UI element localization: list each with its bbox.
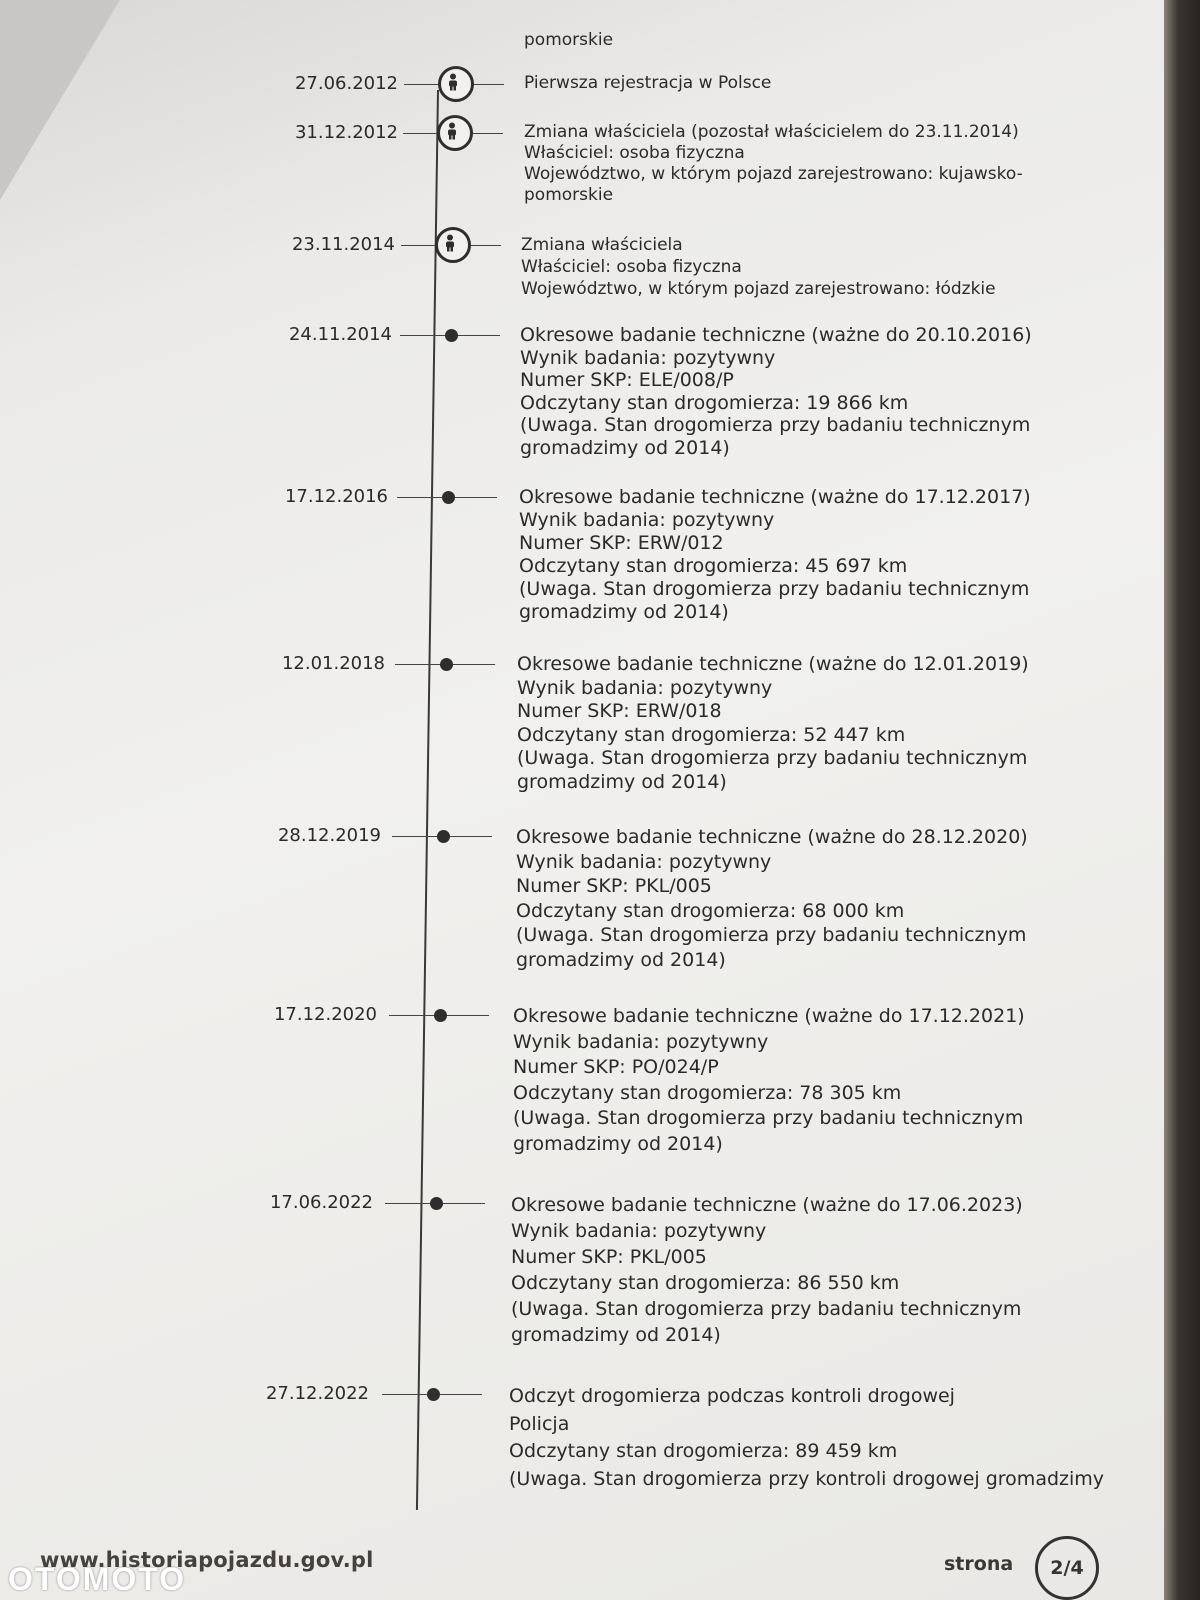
page-label: strona [944,1553,1014,1575]
event-description-line: Właściciel: osoba fizyczna [524,143,745,163]
event-description-line: (Uwaga. Stan drogomierza przy badaniu technicznym [513,1107,1024,1129]
event-description-line: Okresowe badanie techniczne (ważne do 17.06.2023) [511,1194,1023,1216]
event-dot-marker [445,329,458,342]
event-description-line: gromadzimy od 2014) [511,1324,721,1346]
footer-url: www.historiapojazdu.gov.pl [40,1548,374,1572]
event-description-line: Wynik badania: pozytywny [517,676,773,699]
event-description-line: (Uwaga. Stan drogomierza przy badaniu technicznym [517,747,1028,769]
event-date: 17.12.2016 [284,486,388,507]
event-description-line: Odczytany stan drogomierza: 78 305 km [513,1081,902,1104]
table-edge-background [1164,0,1200,1600]
event-description-line: Odczytany stan drogomierza: 45 697 km [519,555,908,577]
event-description-line: (Uwaga. Stan drogomierza przy badaniu technicznym [516,924,1027,946]
event-description-line: Wynik badania: pozytywny [520,346,776,369]
event-description-line: Numer SKP: ERW/012 [519,532,724,554]
event-description-line: Województwo, w którym pojazd zarejestrowano: kujawsko- [524,164,1023,184]
event-dot-marker [430,1197,443,1210]
event-date: 23.11.2014 [291,234,395,255]
event-description [509,1383,1104,1493]
folded-page-corner [0,0,120,200]
event-description-line: Zmiana właściciela (pozostał właścicielem do 23.11.2014) [524,122,1019,142]
event-description-line: Okresowe badanie techniczne (ważne do 28.12.2020) [516,826,1028,848]
event-date: 27.12.2022 [265,1383,369,1404]
event-date: 17.06.2022 [269,1192,373,1213]
event-description-line: Pierwsza rejestracja w Polsce [524,73,772,93]
event-description-line: gromadzimy od 2014) [520,436,730,459]
event-description-line: (Uwaga. Stan drogomierza przy badaniu technicznym [511,1298,1022,1320]
event-date: 12.01.2018 [281,653,385,674]
event-description-line: Numer SKP: PKL/005 [516,875,712,897]
event-dot-marker [427,1388,440,1401]
event-description-line: (Uwaga. Stan drogomierza przy badaniu technicznym [520,414,1031,436]
event-description [513,1004,1025,1157]
event-description-line: (Uwaga. Stan drogomierza przy kontroli drogowej gromadzimy [509,1467,1105,1490]
event-description-line: Okresowe badanie techniczne (ważne do 17.12.2021) [513,1005,1025,1027]
event-dot-marker [434,1009,447,1022]
event-description-line: Zmiana właściciela [521,235,683,255]
event-description-line: Odczytany stan drogomierza: 89 459 km [509,1440,898,1462]
person-icon [437,115,473,151]
event-description-line: Policja [509,1412,570,1435]
event-description-line: Odczytany stan drogomierza: 86 550 km [511,1272,900,1294]
event-dot-marker [440,658,453,671]
event-description [520,324,1032,459]
event-description-line: Województwo, w którym pojazd zarejestrowano: łódzkie [521,279,996,299]
event-description-line: Okresowe badanie techniczne (ważne do 12.01.2019) [517,653,1029,675]
event-description [519,486,1031,624]
event-description-line: Wynik badania: pozytywny [511,1220,767,1242]
timeline-axis [416,90,439,1510]
event-description-line: Numer SKP: ERW/018 [517,700,722,722]
event-date: 28.12.2019 [277,825,381,846]
event-description-line: gromadzimy od 2014) [517,770,727,793]
event-description-line: Numer SKP: ELE/008/P [520,369,734,391]
event-description-line: Wynik badania: pozytywny [513,1030,769,1053]
event-description-line: Odczyt drogomierza podczas kontroli drogowej [509,1385,955,1407]
event-description-line: Okresowe badanie techniczne (ważne do 20.10.2016) [520,324,1032,346]
event-description-line: Wynik badania: pozytywny [519,509,775,531]
event-description-line: Numer SKP: PKL/005 [511,1246,707,1268]
person-icon [435,227,471,263]
event-description [524,73,771,94]
event-description-line: (Uwaga. Stan drogomierza przy badaniu technicznym [519,578,1030,600]
event-description-line: Właściciel: osoba fizyczna [521,257,742,277]
event-description-line: gromadzimy od 2014) [516,948,726,971]
event-description-line: gromadzimy od 2014) [519,601,729,623]
event-description-line: Numer SKP: PO/024/P [513,1056,719,1078]
continued-region-text: pomorskie [524,30,614,50]
event-description-line: gromadzimy od 2014) [513,1132,723,1155]
watermark-logo: OTOMOTO [8,1561,187,1597]
event-date: 24.11.2014 [288,324,392,345]
event-description-line: Odczytany stan drogomierza: 52 447 km [517,723,906,746]
event-description-line: Okresowe badanie techniczne (ważne do 17.12.2017) [519,486,1031,508]
event-description-line: Odczytany stan drogomierza: 19 866 km [520,391,909,414]
event-description [517,653,1029,794]
person-icon [438,66,474,102]
event-description-line: pomorskie [524,185,614,205]
event-date: 17.12.2020 [273,1004,377,1025]
page-number-badge: 2/4 [1035,1536,1099,1600]
event-description-line: Wynik badania: pozytywny [516,850,772,873]
event-description [511,1192,1023,1348]
event-description [524,122,1023,206]
event-date: 31.12.2012 [294,122,398,143]
event-description [521,234,996,300]
event-description-line: Odczytany stan drogomierza: 68 000 km [516,899,905,922]
event-description [516,825,1028,972]
event-date: 27.06.2012 [294,73,398,94]
event-dot-marker [437,830,450,843]
event-dot-marker [442,491,455,504]
